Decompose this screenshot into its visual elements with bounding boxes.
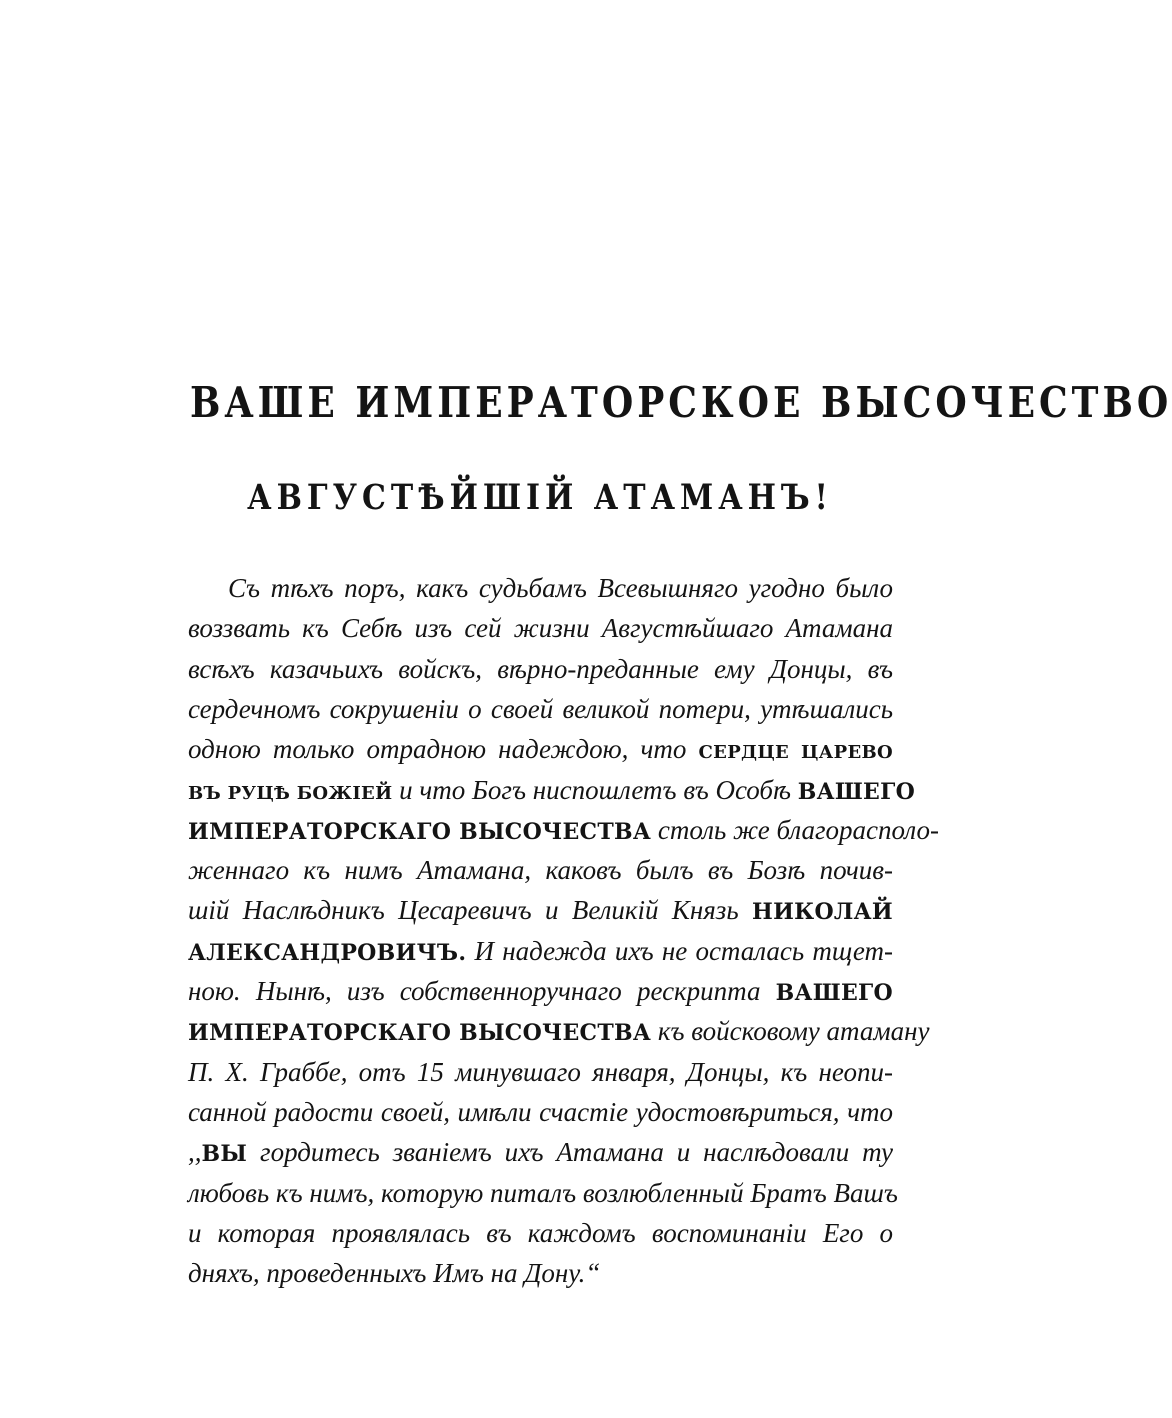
text-segment: женнаго къ нимъ Атамана, каковъ былъ въ Бозѣ почив-: [188, 855, 893, 886]
emphasis-caps: НИКОЛАЙ: [751, 899, 893, 926]
text-line: [188, 689, 893, 729]
text-segment: И надежда ихъ не осталась тщет-: [466, 935, 893, 966]
text-line: [228, 568, 893, 608]
text-line: [188, 729, 893, 769]
emphasis-caps: ВЪ РУЦѢ БОЖІЕЙ: [188, 782, 393, 804]
text-segment: санной радости своей, имѣли счастіе удостовѣриться, что: [188, 1096, 893, 1127]
text-segment: и что Богъ ниспошлетъ въ Особѣ: [392, 774, 798, 805]
text-line: [188, 1132, 893, 1172]
text-segment: шій Наслѣдникъ Цесаревичъ и Великій Князь: [188, 895, 752, 926]
text-segment: ною. Нынѣ, изъ собственноручнаго рескрипта: [188, 976, 776, 1006]
text-segment: гордитесь званіемъ ихъ Атамана и наслѣдовали ту: [247, 1137, 893, 1168]
text-line: [188, 971, 893, 1011]
text-line: [188, 1253, 893, 1293]
text-line: [188, 770, 916, 810]
text-line: [188, 649, 893, 689]
text-segment: любовь къ нимъ, которую питалъ возлюбленный Братъ Вашъ: [188, 1177, 898, 1208]
page-title: ВАШЕ ИМПЕРАТОРСКОЕ ВЫСОЧЕСТВО: [190, 378, 1172, 428]
text-segment: къ войсковому атаману: [651, 1016, 930, 1047]
text-segment: Съ тѣхъ поръ, какъ судьбамъ Всевышняго угодно было: [228, 573, 893, 603]
text-segment: столь же благорасполо-: [651, 814, 939, 845]
emphasis-caps: ВАШЕГО: [775, 980, 893, 1006]
text-line: [188, 931, 893, 971]
text-segment: одною только отрадною надеждою, что: [188, 734, 699, 765]
text-line: [188, 850, 893, 890]
text-line: [188, 1011, 930, 1051]
text-segment: П. Х. Граббе, отъ 15 минувшаго января, Донцы, къ неопи-: [188, 1056, 893, 1087]
emphasis-caps: ИМПЕРАТОРСКАГО ВЫСОЧЕСТВА: [188, 818, 652, 845]
text-segment: сердечномъ сокрушеніи о своей великой потери, утѣшались: [188, 693, 893, 724]
emphasis-caps: СЕРДЦЕ ЦАРЕВО: [698, 742, 893, 764]
emphasis-caps: ВЫ: [201, 1141, 248, 1168]
text-line: [188, 1052, 893, 1092]
text-line: [188, 810, 939, 850]
salutation: АВГУСТѢЙШІЙ АТАМАНЪ!: [247, 478, 833, 519]
text-segment: ,,: [188, 1137, 202, 1168]
emphasis-caps: АЛЕКСАНДРОВИЧЪ.: [188, 939, 467, 966]
text-line: [188, 1092, 893, 1132]
text-segment: и которая проявлялась въ каждомъ воспоминаніи Его о: [188, 1217, 893, 1248]
text-line: [188, 890, 893, 930]
text-segment: всѣхъ казачьихъ войскъ, вѣрно-преданные ему Донцы, въ: [188, 653, 893, 684]
emphasis-caps: ВАШЕГО: [797, 778, 916, 805]
text-line: [188, 1173, 898, 1213]
text-segment: дняхъ, проведенныхъ Имъ на Дону.“: [188, 1258, 601, 1289]
emphasis-caps: ИМПЕРАТОРСКАГО ВЫСОЧЕСТВА: [188, 1020, 652, 1047]
text-line: [188, 1213, 893, 1253]
text-segment: воззвать къ Себѣ изъ сей жизни Августѣйшаго Атамана: [188, 613, 893, 644]
text-line: [188, 608, 893, 648]
